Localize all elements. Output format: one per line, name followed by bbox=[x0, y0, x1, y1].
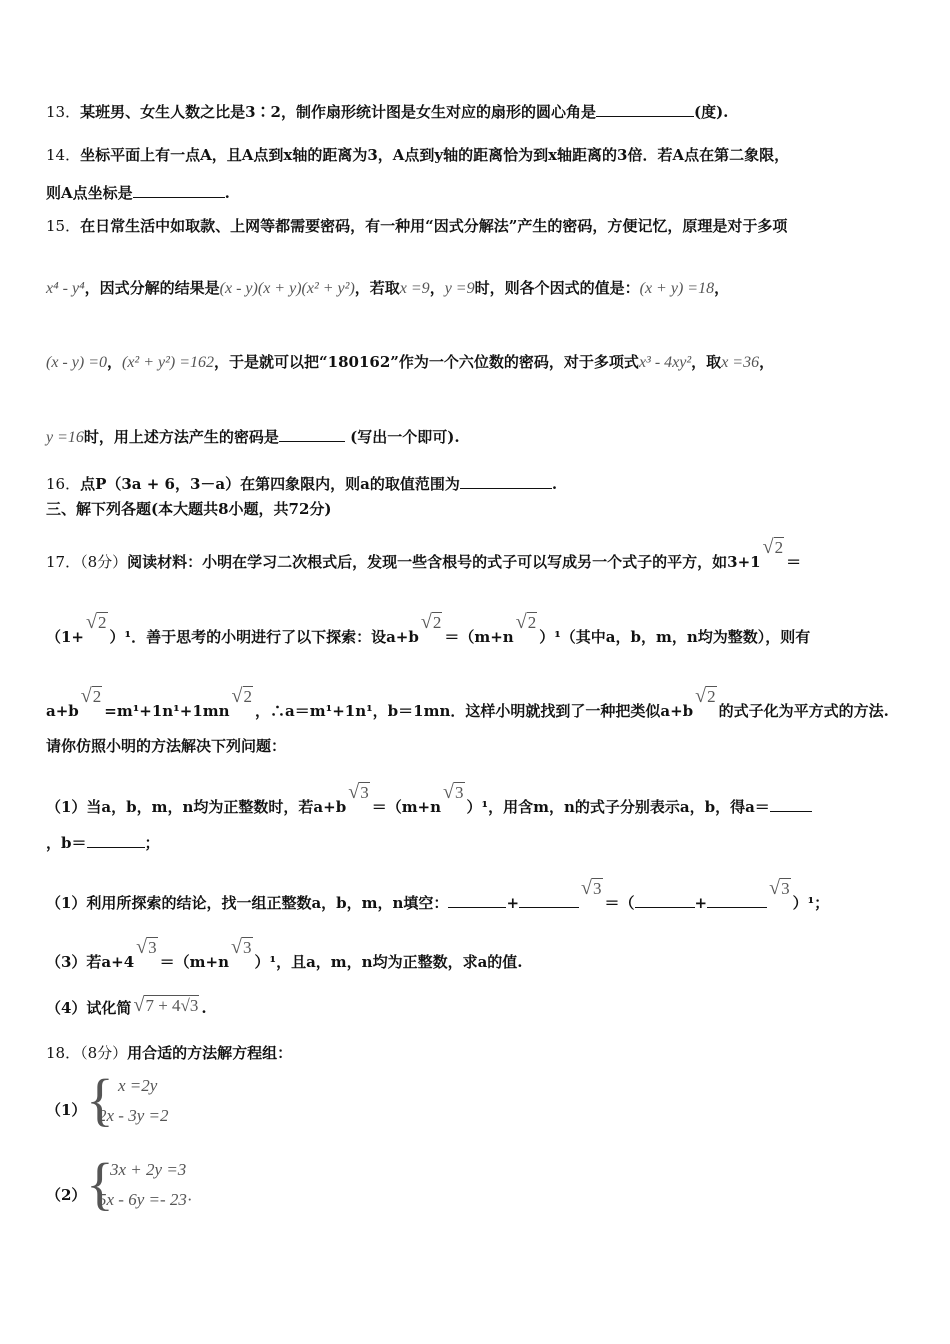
question-17-part-3 bbox=[46, 937, 523, 972]
question-text: a+b bbox=[46, 702, 79, 720]
answer-blank[interactable] bbox=[133, 183, 225, 198]
question-text: ，于是就可以把“180162”作为一个六位数的密码，对于多项式 bbox=[214, 353, 639, 371]
score-label: （8分） bbox=[80, 1044, 128, 1062]
question-number: 18． bbox=[46, 1044, 81, 1062]
question-text: 某班男、女生人数之比是3∶2，制作扇形统计图是女生对应的扇形的圆心角是 bbox=[80, 103, 596, 121]
question-tail: . bbox=[551, 475, 558, 493]
plus-sign: + bbox=[694, 894, 708, 912]
question-17-part-4 bbox=[46, 995, 207, 1018]
question-number: 14． bbox=[46, 146, 81, 164]
factor-value-3: (x² + y²) =162 bbox=[122, 354, 215, 371]
sqrt-2: √2 bbox=[80, 685, 102, 707]
question-text: ，取 bbox=[691, 353, 722, 371]
comma: ， bbox=[429, 279, 445, 297]
question-text: ＝（m+n bbox=[159, 953, 230, 971]
system-2-equation-2: 5x - 6y =- 23· bbox=[98, 1190, 193, 1209]
question-text: 则A点坐标是 bbox=[46, 184, 133, 202]
question-14-line-1 bbox=[46, 145, 789, 165]
comma: ， bbox=[106, 353, 122, 371]
question-text: ）¹．善于思考的小明进行了以下探索：设a+b bbox=[109, 628, 419, 646]
answer-blank-a[interactable] bbox=[770, 797, 812, 812]
answer-blank[interactable] bbox=[519, 893, 579, 908]
answer-blank[interactable] bbox=[279, 427, 345, 442]
system-2-equation-1: 3x + 2y =3 bbox=[110, 1160, 187, 1179]
question-17-part-1-cont bbox=[46, 833, 160, 853]
question-15-line-2 bbox=[46, 278, 729, 299]
question-14-line-2 bbox=[46, 183, 230, 203]
question-17-part-1 bbox=[46, 782, 812, 817]
left-brace-icon: { bbox=[86, 1067, 114, 1132]
factor-value-1: (x + y) =18 bbox=[639, 280, 715, 297]
question-tail: ）¹； bbox=[792, 894, 830, 912]
system-1-label: （1） bbox=[46, 1101, 87, 1119]
sqrt-2: √2 bbox=[231, 685, 253, 707]
question-15-line-1 bbox=[46, 216, 787, 236]
section-heading: 三、解下列各题(本大题共8小题，共72分) bbox=[46, 500, 332, 518]
question-text: ＝（m+n bbox=[444, 628, 514, 646]
question-tail: . bbox=[224, 184, 230, 202]
answer-blank[interactable] bbox=[460, 474, 552, 489]
question-text: ，若取 bbox=[354, 279, 400, 297]
question-text: 时，则各个因式的值是： bbox=[474, 279, 640, 297]
question-number: 13． bbox=[46, 103, 81, 121]
answer-blank[interactable] bbox=[707, 893, 767, 908]
question-17-line-4: 请你仿照小明的方法解决下列问题： bbox=[46, 737, 287, 755]
sqrt-2: √2 bbox=[86, 611, 107, 633]
question-text: 点P（3a + 6，3－a）在第四象限内，则a的取值范围为 bbox=[80, 475, 460, 493]
question-text: ＝（m+n bbox=[371, 798, 442, 816]
answer-blank[interactable] bbox=[448, 893, 506, 908]
equals-sign: ＝ bbox=[786, 553, 802, 571]
question-17-part-2 bbox=[46, 878, 829, 913]
score-label: （8分） bbox=[80, 553, 128, 571]
question-text: （3）若a+4 bbox=[46, 953, 135, 971]
question-text: ）¹（其中a，b，m，n均为整数），则有 bbox=[539, 628, 811, 646]
sqrt-3: √3 bbox=[136, 936, 157, 958]
question-17-line-2 bbox=[46, 612, 810, 647]
question-text: （1）当a，b，m，n均为正整数时，若a+b bbox=[46, 798, 347, 816]
left-brace-icon: { bbox=[86, 1151, 114, 1216]
answer-blank[interactable] bbox=[596, 102, 694, 117]
answer-blank[interactable] bbox=[635, 893, 695, 908]
question-number: 15． bbox=[46, 217, 81, 235]
question-13 bbox=[46, 102, 728, 122]
question-text: （1+ bbox=[46, 628, 85, 646]
question-text: 坐标平面上有一点A，且A点到x轴的距离为3，A点到y轴的距离恰为到x轴距离的3倍．若A点在第二象限， bbox=[80, 146, 790, 164]
question-15-line-4 bbox=[46, 427, 460, 448]
question-tail: ； bbox=[144, 834, 160, 852]
question-number: 17． bbox=[46, 553, 81, 571]
sqrt-3: √3 bbox=[581, 877, 602, 899]
question-text: （1）利用所探索的结论，找一组正整数a，b，m，n填空： bbox=[46, 894, 449, 912]
question-number: 16． bbox=[46, 475, 81, 493]
question-tail: . bbox=[201, 999, 207, 1017]
question-17-line-1 bbox=[46, 537, 801, 572]
system-1-equation-2: 2x - 3y =2 bbox=[98, 1106, 169, 1125]
answer-blank-b[interactable] bbox=[87, 833, 145, 848]
question-text: ＝（ bbox=[604, 894, 635, 912]
sqrt-3: √3 bbox=[348, 781, 369, 803]
polynomial-expression-2: x³ - 4xy² bbox=[638, 354, 692, 371]
system-2-label: （2） bbox=[46, 1186, 87, 1204]
question-18 bbox=[46, 1043, 292, 1063]
x-value: x =9 bbox=[399, 280, 430, 297]
question-text: 的式子化为平方式的方法. bbox=[718, 702, 889, 720]
sqrt-2: √2 bbox=[420, 611, 442, 633]
question-16 bbox=[46, 474, 557, 494]
question-text: ）¹，用含m，n的式子分别表示a，b，得a＝ bbox=[466, 798, 770, 816]
question-text: ，∴a＝m¹+1n¹，b＝1mn．这样小明就找到了一种把类似a+b bbox=[255, 702, 694, 720]
sqrt-2: √2 bbox=[695, 685, 716, 707]
question-tail: (度). bbox=[693, 103, 729, 121]
y-value-2: y =16 bbox=[46, 429, 84, 446]
question-text: ，b＝ bbox=[46, 834, 87, 852]
nested-radical: √7 + 4√3 bbox=[133, 994, 199, 1016]
question-tail: (写出一个即可). bbox=[344, 428, 460, 446]
comma: ， bbox=[759, 353, 775, 371]
question-text: 时，用上述方法产生的密码是 bbox=[83, 428, 279, 446]
sqrt-3: √3 bbox=[769, 877, 790, 899]
y-value: y =9 bbox=[444, 280, 475, 297]
system-1-equation-1: x =2y bbox=[118, 1076, 158, 1095]
question-15-line-3 bbox=[46, 352, 774, 373]
factorization-expression: (x - y)(x + y)(x² + y²) bbox=[219, 280, 355, 297]
question-text: ，因式分解的结果是 bbox=[84, 279, 220, 297]
question-text: 阅读材料：小明在学习二次根式后，发现一些含根号的式子可以写成另一个式子的平方，如3+1 bbox=[127, 553, 761, 571]
question-text: 用合适的方法解方程组： bbox=[127, 1044, 293, 1062]
question-text: ）¹，且a，m，n均为正整数，求a的值. bbox=[254, 953, 523, 971]
sqrt-2: √2 bbox=[762, 536, 784, 558]
question-text: （4）试化简 bbox=[46, 999, 132, 1017]
sqrt-3: √3 bbox=[443, 781, 464, 803]
factor-value-2: (x - y) =0 bbox=[46, 354, 107, 371]
polynomial-expression: x⁴ - y⁴ bbox=[46, 280, 85, 297]
sqrt-2: √2 bbox=[515, 611, 537, 633]
question-text: =m¹+1n¹+1mn bbox=[104, 702, 230, 720]
question-text: 在日常生活中如取款、上网等都需要密码，有一种用“因式分解法”产生的密码，方便记忆，原理是对于多项 bbox=[80, 217, 788, 235]
sqrt-3: √3 bbox=[231, 936, 252, 958]
comma: ， bbox=[714, 279, 730, 297]
x-value-2: x =36 bbox=[721, 354, 760, 371]
plus-sign: + bbox=[506, 894, 520, 912]
question-17-line-3 bbox=[46, 686, 889, 721]
